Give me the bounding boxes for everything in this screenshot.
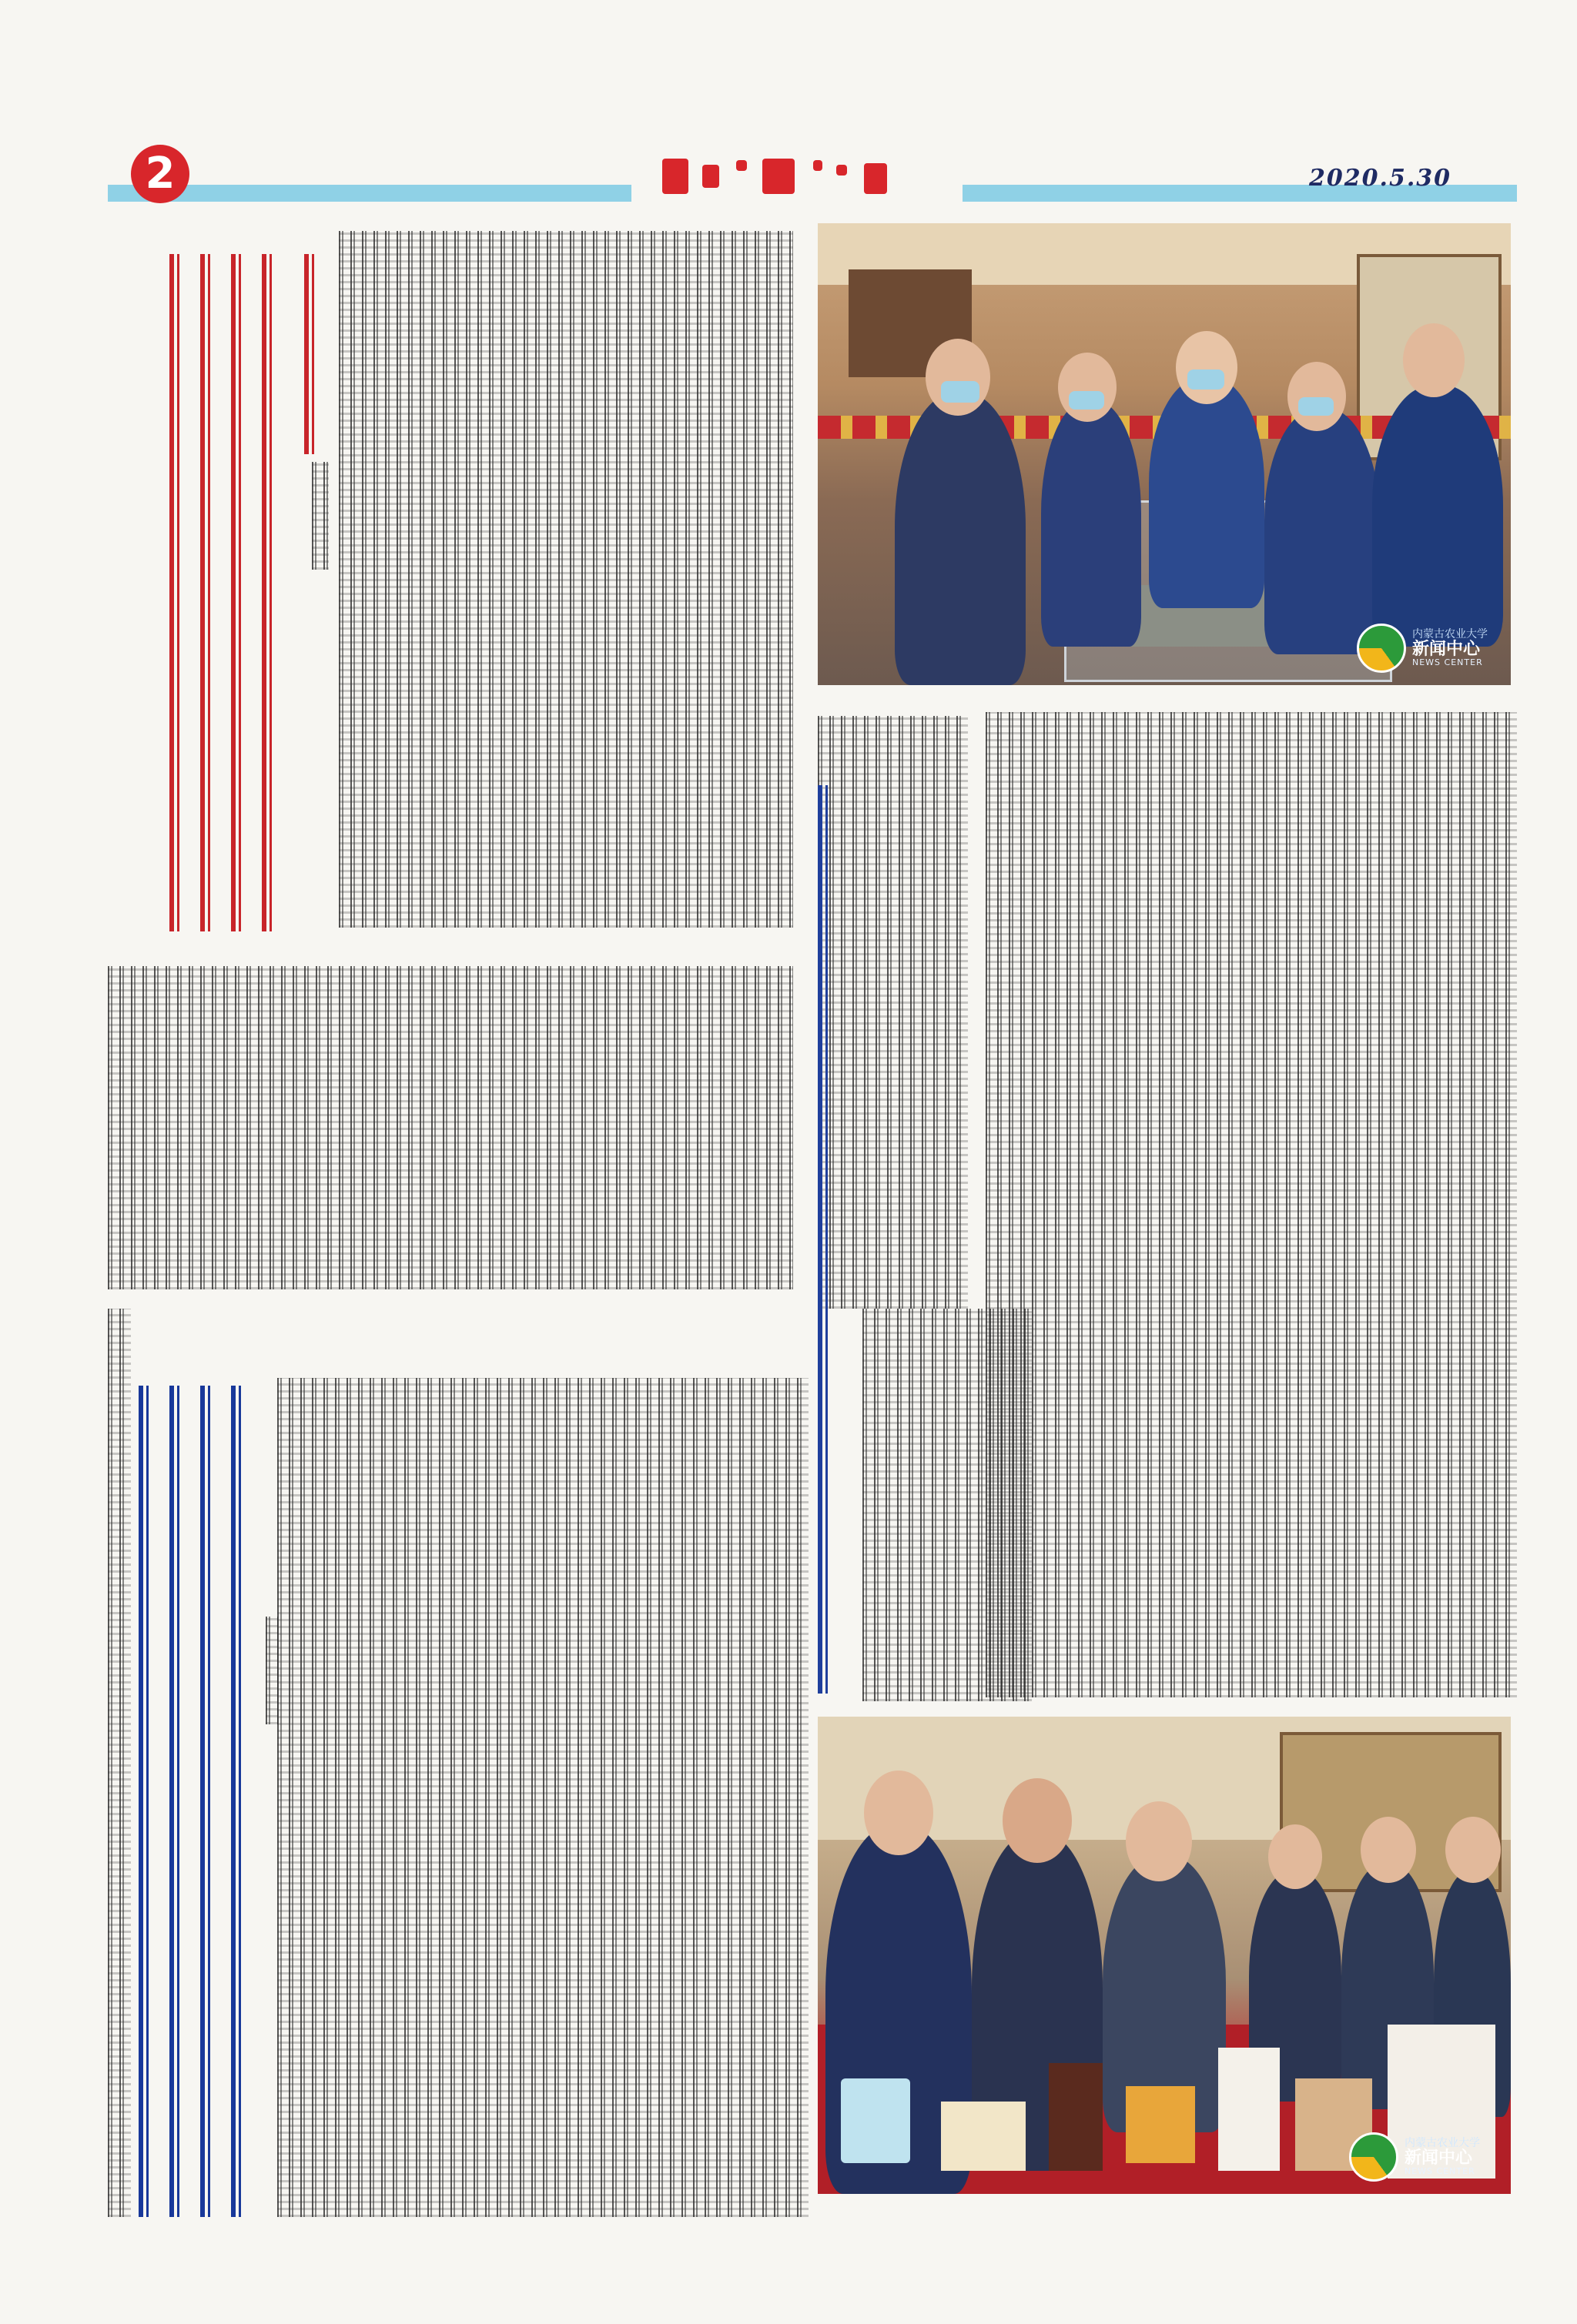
newspaper-title-logo [662,154,939,200]
article1-headline [169,254,293,931]
article2-body [108,966,793,1289]
photo-exhibition-visit [818,223,1511,685]
article4-headline [818,785,849,1694]
logo-news-center: 新闻中心 [1405,2148,1473,2169]
article3-headline [139,1386,262,2217]
article3-byline [266,1617,278,1724]
page-number-badge: 2 [131,145,189,203]
news-center-logo [1349,2132,1480,2182]
header-rule-left [108,185,631,202]
logo-news-center-en: NEWS CENTER [1412,657,1483,668]
university-emblem-icon [1357,624,1406,673]
article4-body-main [986,712,1517,1697]
issue-date: 2020.5.30 [1309,165,1452,192]
article3-body [277,1378,809,2217]
logo-university-name: 内蒙古农业大学 [1412,628,1488,641]
article1-body [339,231,793,928]
article3-body-continued [108,1309,131,2217]
logo-university-name: 内蒙古农业大学 [1405,2137,1480,2150]
logo-news-center-en: NEWS CENTER [1405,2166,1475,2177]
article1-byline [312,462,329,570]
article1-headline-part2 [304,254,327,454]
photo-product-display [818,1717,1511,2194]
university-emblem-icon [1349,2132,1398,2182]
logo-news-center: 新闻中心 [1412,640,1481,660]
news-center-logo [1357,624,1488,673]
